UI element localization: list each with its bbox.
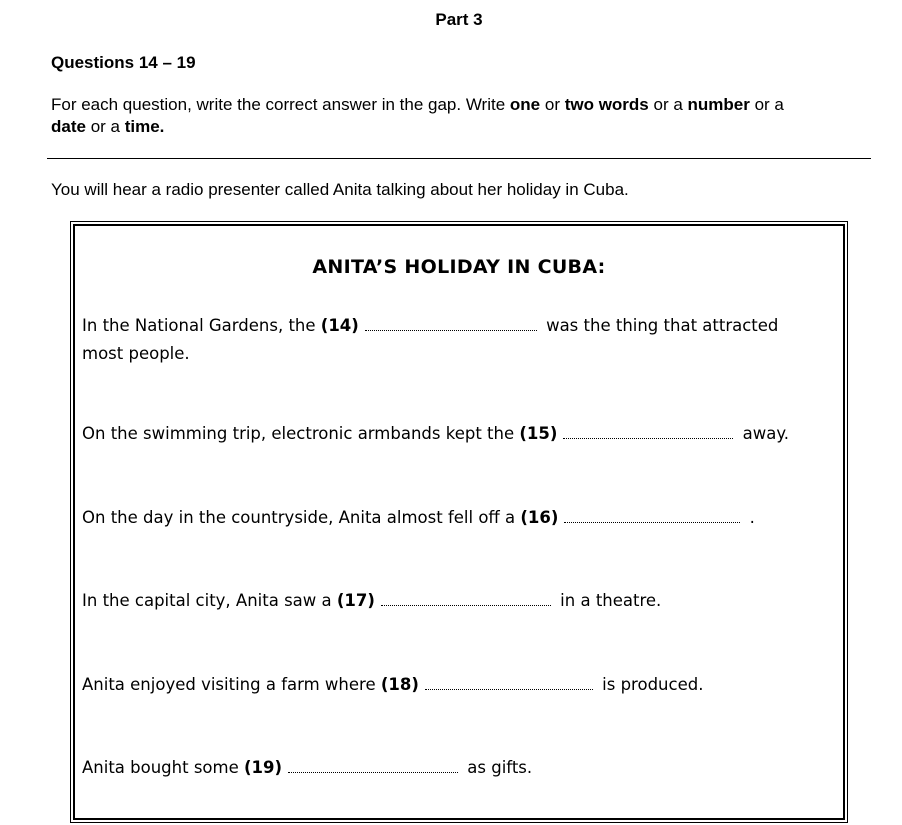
answer-gap-15[interactable] [563,438,733,439]
question-number: (17) [336,591,375,610]
answer-gap-18[interactable] [425,689,593,690]
question-text: . [744,508,755,527]
instr-text: or a [648,95,688,114]
instr-text: or a [85,117,125,136]
question-text: In the capital city, Anita saw a [82,591,337,610]
question-text: On the day in the countryside, Anita almost fell off a [82,508,521,527]
question-16 [82,504,822,532]
question-text: In the National Gardens, the [82,316,321,335]
part-title: Part 3 [435,10,483,29]
question-17 [82,587,822,615]
instr-emphasis: number [687,95,750,114]
question-number: (14) [320,316,359,335]
question-text: Anita bought some [82,758,244,777]
question-19 [82,754,822,782]
answer-gap-16[interactable] [564,522,740,523]
question-18 [82,671,822,699]
instr-text: or [540,95,565,114]
divider [47,158,871,159]
instr-text: or a [749,95,784,114]
question-text: away. [737,424,790,443]
question-14 [82,312,822,368]
answer-gap-14[interactable] [365,330,537,331]
question-number: (19) [244,758,283,777]
question-text: in a theatre. [554,591,662,610]
questions-range: Questions 14 – 19 [51,53,196,72]
answer-gap-19[interactable] [288,772,458,773]
question-15 [82,420,822,448]
question-text: Anita enjoyed visiting a farm where [82,675,381,694]
question-text: as gifts. [462,758,533,777]
instructions [51,94,851,138]
question-number: (18) [380,675,419,694]
instr-text: For each question, write the correct answer in the gap. Write [51,95,510,114]
intro-text: You will hear a radio presenter called Anita talking about her holiday in Cuba. [51,180,629,199]
instr-emphasis: one [509,95,541,114]
instr-emphasis: two words [564,95,649,114]
question-text: is produced. [596,675,704,694]
form-title: ANITA’S HOLIDAY IN CUBA: [312,256,606,278]
question-text: On the swimming trip, electronic armbands kept the [82,424,520,443]
instr-emphasis: date [51,117,86,136]
question-number: (16) [520,508,559,527]
instr-emphasis: time. [124,117,165,136]
answer-gap-17[interactable] [381,605,551,606]
question-text: was the thing that attracted most people. [82,316,779,363]
question-number: (15) [519,424,558,443]
